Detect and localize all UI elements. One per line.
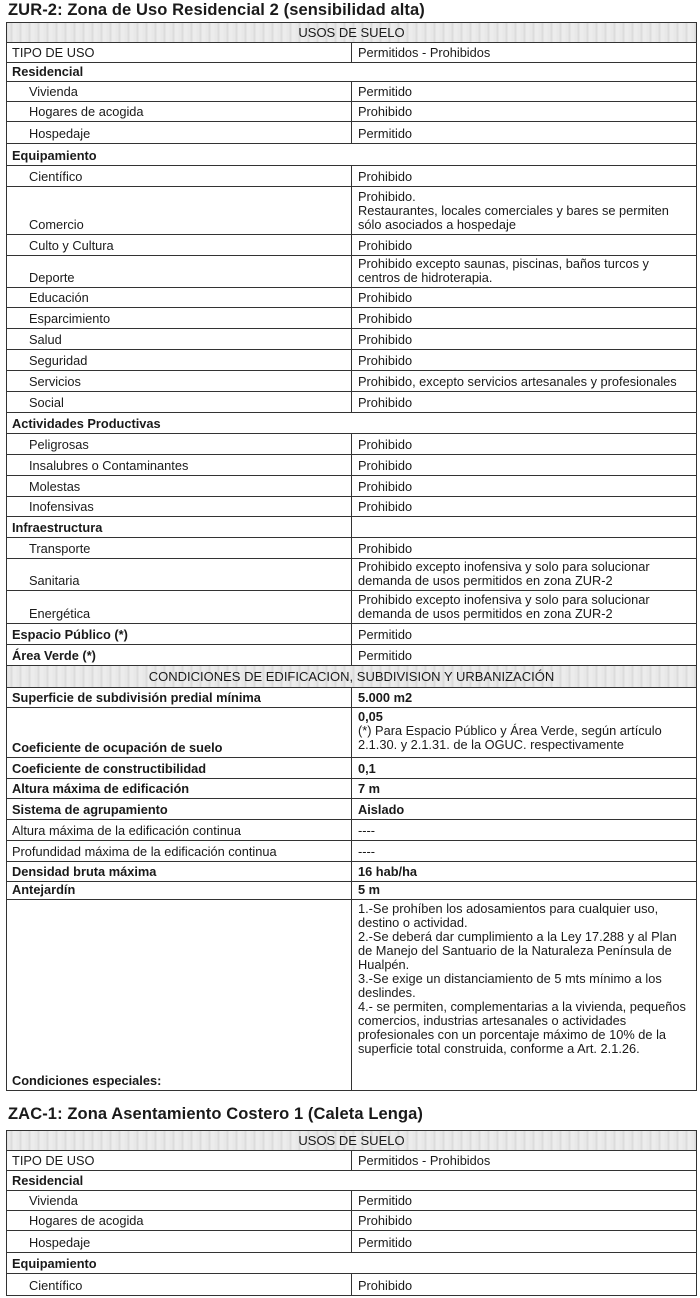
table-row — [7, 392, 697, 413]
table-row — [7, 371, 697, 392]
use-value: Permitido — [352, 645, 697, 666]
condition-value: Aislado — [352, 799, 697, 820]
use-label: Científico — [7, 166, 352, 187]
table-row — [7, 497, 697, 517]
condition-value: 1.-Se prohíben los adosamientos para cualquier uso, destino o actividad. 2.-Se deberá dar cumplimiento a la Ley 17.288 y al Plan de Manejo del Santuario de la Naturaleza Península de Hualpén. 3.-Se exige un distanciamiento de 5 mts mínimo a los deslindes. 4.- se permiten, complementarias a la vivienda, pequeños comercios, industrias artesanales o actividades profesionales con un porcentaje máximo de 10% de la superficie total construida, conforme a Art. 2.1.26. — [352, 900, 697, 1091]
table-row — [7, 350, 697, 371]
use-value: Prohibido excepto saunas, piscinas, baños turcos y centros de hidroterapia. — [352, 256, 697, 288]
use-label: Servicios — [7, 371, 352, 392]
table-row — [7, 1211, 697, 1231]
use-label: Culto y Cultura — [7, 235, 352, 256]
use-value: Prohibido — [352, 1274, 697, 1296]
use-value: Permitido — [352, 82, 697, 102]
use-value — [352, 517, 697, 538]
column-label: TIPO DE USO — [7, 1151, 352, 1171]
column-value: Permitidos - Prohibidos — [352, 43, 697, 63]
tipo-row — [7, 43, 697, 63]
zac1-title: ZAC-1: Zona Asentamiento Costero 1 (Caleta Lenga) — [8, 1105, 424, 1123]
condition-label: Sistema de agrupamiento — [7, 799, 352, 820]
use-label: Sanitaria — [7, 559, 352, 591]
condition-row — [7, 688, 697, 708]
use-value: Prohibido — [352, 350, 697, 371]
table-row — [7, 559, 697, 591]
table-row — [7, 1231, 697, 1253]
use-label: Inofensivas — [7, 497, 352, 517]
use-value: Prohibido excepto inofensiva y solo para solucionar demanda de usos permitidos en zona ZUR-2 — [352, 559, 697, 591]
condition-row — [7, 708, 697, 758]
table-row — [7, 538, 697, 559]
use-value: Prohibido — [352, 1211, 697, 1231]
use-value: Prohibido — [352, 392, 697, 413]
table-row — [7, 1274, 697, 1296]
condition-label: Superficie de subdivisión predial mínima — [7, 688, 352, 708]
category-label: Equipamiento — [7, 1253, 697, 1274]
zur2-table — [6, 22, 697, 1091]
condition-row — [7, 820, 697, 841]
use-value: Prohibido — [352, 476, 697, 497]
use-label: Molestas — [7, 476, 352, 497]
use-value: Prohibido, excepto servicios artesanales y profesionales — [352, 371, 697, 392]
use-label: Hospedaje — [7, 1231, 352, 1253]
use-value: Permitido — [352, 1231, 697, 1253]
use-label: Vivienda — [7, 1191, 352, 1211]
use-value: Permitido — [352, 122, 697, 144]
use-label: Hogares de acogida — [7, 1211, 352, 1231]
table-row — [7, 591, 697, 624]
condition-label: Antejardín — [7, 882, 352, 900]
use-label: Hogares de acogida — [7, 102, 352, 122]
condition-label: Altura máxima de la edificación continua — [7, 820, 352, 841]
use-label: Social — [7, 392, 352, 413]
usos-header-row — [7, 23, 697, 43]
table-row — [7, 288, 697, 308]
table-row — [7, 645, 697, 666]
use-label: Peligrosas — [7, 434, 352, 455]
condition-label: Altura máxima de edificación — [7, 779, 352, 799]
table-row — [7, 1191, 697, 1211]
table-row — [7, 413, 697, 434]
category-label: Residencial — [7, 63, 697, 82]
use-value: Permitido — [352, 1191, 697, 1211]
use-label: Energética — [7, 591, 352, 624]
condition-value: ---- — [352, 841, 697, 862]
use-label: Área Verde (*) — [7, 645, 352, 666]
use-value: Prohibido — [352, 288, 697, 308]
use-value: Prohibido — [352, 455, 697, 476]
use-label: Esparcimiento — [7, 308, 352, 329]
table-row — [7, 63, 697, 82]
table-row — [7, 517, 697, 538]
use-value: Prohibido — [352, 329, 697, 350]
condition-row — [7, 900, 697, 1091]
section-header: CONDICIONES DE EDIFICACION, SUBDIVISION Y URBANIZACIÓN — [7, 666, 697, 688]
section-header: USOS DE SUELO — [7, 23, 697, 43]
table-row — [7, 476, 697, 497]
condition-row — [7, 799, 697, 820]
use-label: Hospedaje — [7, 122, 352, 144]
condition-row — [7, 758, 697, 779]
column-value: Permitidos - Prohibidos — [352, 1151, 697, 1171]
usos-header-row — [7, 1131, 697, 1151]
section-header: USOS DE SUELO — [7, 1131, 697, 1151]
use-label: Educación — [7, 288, 352, 308]
condition-value: 5.000 m2 — [352, 688, 697, 708]
table-row — [7, 102, 697, 122]
table-row — [7, 144, 697, 166]
condition-value: 0,1 — [352, 758, 697, 779]
use-value: Prohibido. Restaurantes, locales comerciales y bares se permiten sólo asociados a hospedaje — [352, 187, 697, 235]
category-label: Actividades Productivas — [7, 413, 697, 434]
condition-row — [7, 841, 697, 862]
column-label: TIPO DE USO — [7, 43, 352, 63]
table-row — [7, 166, 697, 187]
use-label: Científico — [7, 1274, 352, 1296]
use-value: Prohibido — [352, 538, 697, 559]
condition-value-text: 0,05 — [358, 709, 383, 724]
use-label: Salud — [7, 329, 352, 350]
zac1-table — [6, 1130, 697, 1296]
condition-value: 16 hab/ha — [352, 862, 697, 882]
table-row — [7, 1253, 697, 1274]
condition-value: 7 m — [352, 779, 697, 799]
use-label: Vivienda — [7, 82, 352, 102]
table-row — [7, 82, 697, 102]
condition-row — [7, 779, 697, 799]
tipo-row — [7, 1151, 697, 1171]
use-value: Prohibido — [352, 434, 697, 455]
use-label: Insalubres o Contaminantes — [7, 455, 352, 476]
use-label: Transporte — [7, 538, 352, 559]
use-label: Infraestructura — [7, 517, 352, 538]
use-label: Comercio — [7, 187, 352, 235]
table-row — [7, 1171, 697, 1191]
use-value: Permitido — [352, 624, 697, 645]
table-row — [7, 624, 697, 645]
use-value: Prohibido — [352, 166, 697, 187]
condition-value: ---- — [352, 820, 697, 841]
table-row — [7, 256, 697, 288]
use-value: Prohibido — [352, 497, 697, 517]
condition-label: Coeficiente de ocupación de suelo — [7, 708, 352, 758]
table-row — [7, 329, 697, 350]
table-row — [7, 308, 697, 329]
use-value: Prohibido excepto inofensiva y solo para solucionar demanda de usos permitidos en zona ZUR-2 — [352, 591, 697, 624]
condition-label: Coeficiente de constructibilidad — [7, 758, 352, 779]
category-label: Equipamiento — [7, 144, 697, 166]
use-value: Prohibido — [352, 308, 697, 329]
condition-note: (*) Para Espacio Público y Área Verde, según artículo 2.1.30. y 2.1.31. de la OGUC. respectivamente — [358, 723, 662, 752]
table-row — [7, 455, 697, 476]
condition-label: Densidad bruta máxima — [7, 862, 352, 882]
zur2-title: ZUR-2: Zona de Uso Residencial 2 (sensibilidad alta) — [8, 1, 425, 19]
conditions-header-row — [7, 666, 697, 688]
use-label: Seguridad — [7, 350, 352, 371]
use-value: Prohibido — [352, 102, 697, 122]
condition-label: Profundidad máxima de la edificación continua — [7, 841, 352, 862]
condition-row — [7, 862, 697, 882]
table-row — [7, 235, 697, 256]
condition-row — [7, 882, 697, 900]
table-row — [7, 434, 697, 455]
use-label: Espacio Público (*) — [7, 624, 352, 645]
condition-value: 5 m — [352, 882, 697, 900]
condition-label: Condiciones especiales: — [7, 900, 352, 1091]
condition-value — [352, 708, 697, 758]
category-label: Residencial — [7, 1171, 697, 1191]
table-row — [7, 187, 697, 235]
use-value: Prohibido — [352, 235, 697, 256]
table-row — [7, 122, 697, 144]
use-label: Deporte — [7, 256, 352, 288]
